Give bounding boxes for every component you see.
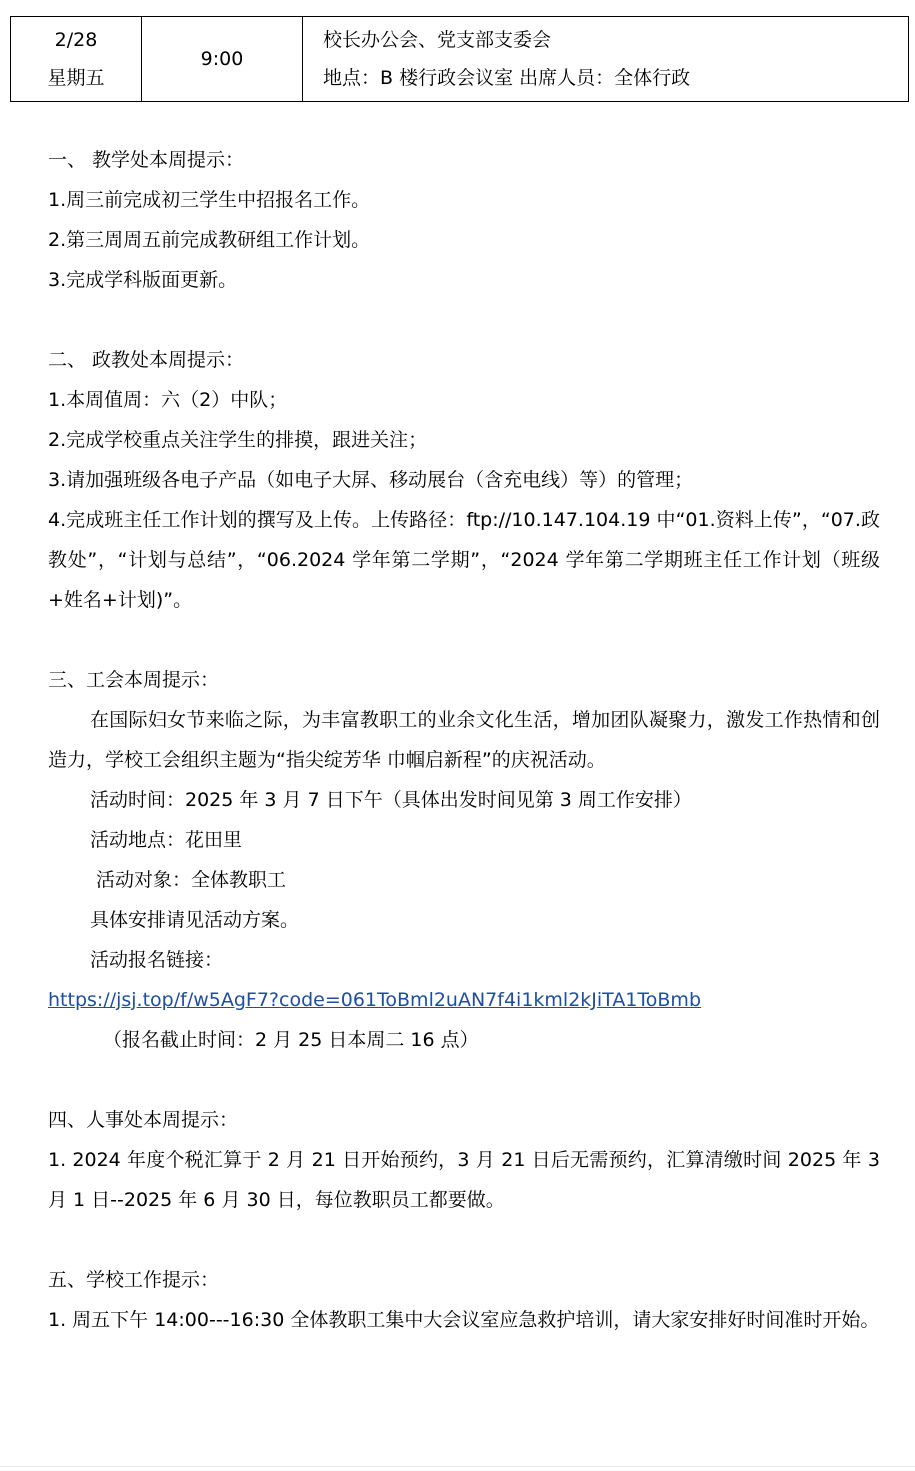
union-time: 活动时间：2025 年 3 月 7 日下午（具体出发时间见第 3 周工作安排）: [90, 789, 692, 811]
union-intro: 在国际妇女节来临之际，为丰富教职工的业余文化生活，增加团队凝聚力，激发工作热情和创造力，学校工会组织主题为“指尖绽芳华 巾帼启新程”的庆祝活动。: [48, 709, 880, 771]
event-title: 校长办公会、党支部支委会: [323, 29, 552, 51]
date-cell: [11, 17, 142, 102]
time-cell: 9:00: [142, 17, 303, 102]
union-signup-label: 活动报名链接：: [90, 949, 224, 971]
political-item-2: 2.完成学校重点关注学生的排摸，跟进关注；: [48, 429, 428, 451]
hr-item: 1. 2024 年度个税汇算于 2 月 21 日开始预约，3 月 21 日后无需预约，汇算清缴时间 2025 年 3 月 1 日--2025 年 6 月 30 日，每位教职员工都要做。: [48, 1149, 880, 1211]
union-deadline: （报名截止时间：2 月 25 日本周二 16 点）: [103, 1029, 479, 1051]
teaching-item-2: 2.第三周周五前完成教研组工作计划。: [48, 229, 371, 251]
school-heading: 五、学校工作提示：: [48, 1269, 220, 1291]
political-item-4: 4.完成班主任工作计划的撰写及上传。上传路径：ftp://10.147.104.19 中“01.资料上传”，“07.政教处”，“计划与总结”，“06.2024 学年第二学期”，“2024 学年第二学期班主任工作计划（班级+姓名+计划)”。: [48, 509, 880, 611]
union-place: 活动地点：花田里: [90, 829, 243, 851]
teaching-item-1: 1.周三前完成初三学生中招报名工作。: [48, 189, 371, 211]
school-item: 1. 周五下午 14:00---16:30 全体教职工集中大会议室应急救护培训，请大家安排好时间准时开始。: [48, 1309, 880, 1331]
union-heading: 三、工会本周提示：: [48, 669, 220, 691]
hr-heading: 四、人事处本周提示：: [48, 1109, 239, 1131]
signup-link[interactable]: https://jsj.top/f/w5AgF7?code=061ToBml2uAN7f4i1kml2kJiTA1ToBmb: [48, 989, 702, 1011]
political-item-3: 3.请加强班级各电子产品（如电子大屏、移动展台（含充电线）等）的管理；: [48, 469, 694, 491]
teaching-item-3: 3.完成学科版面更新。: [48, 269, 238, 291]
date-text: 2/28: [54, 29, 98, 51]
schedule-row: [11, 17, 909, 102]
teaching-heading: 一、 教学处本周提示：: [48, 149, 245, 171]
notice-body: [48, 140, 880, 1340]
event-cell: [303, 17, 909, 102]
political-item-1: 1.本周值周：六（2）中队；: [48, 389, 288, 411]
union-audience: 活动对象：全体教职工: [96, 869, 287, 891]
weekday-text: 星期五: [47, 67, 105, 89]
signup-link-line: [48, 980, 880, 1020]
schedule-table: [10, 16, 909, 102]
event-detail: 地点：B 楼行政会议室 出席人员：全体行政: [323, 67, 691, 89]
page-bottom-divider: [0, 1466, 915, 1467]
political-heading: 二、 政教处本周提示：: [48, 349, 245, 371]
union-plan-note: 具体安排请见活动方案。: [90, 909, 300, 931]
